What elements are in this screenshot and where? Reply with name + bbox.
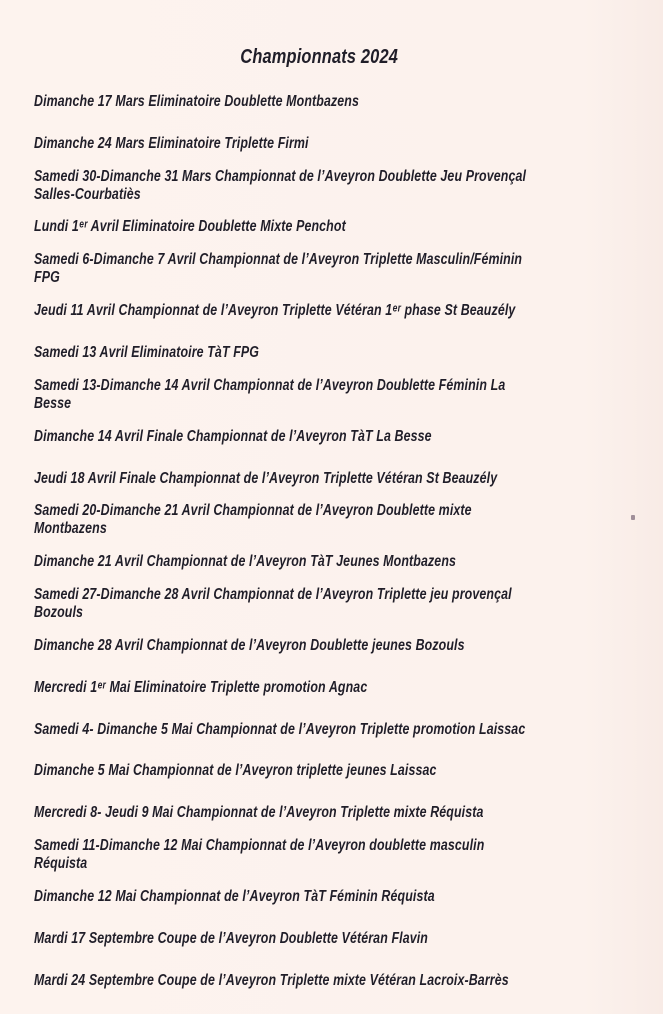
event-line [34, 374, 659, 416]
event-line-text: Samedi 6-Dimanche 7 Avril Championnat de l’Aveyron Triplette Masculin/Féminin FPG [34, 251, 526, 287]
event-line [34, 541, 659, 583]
ink-speck [631, 515, 635, 520]
event-line-text: Jeudi 11 Avril Championnat de l’Aveyron Triplette Vétéran 1ᵉʳ phase St Beauzély [34, 302, 516, 320]
event-line [34, 667, 659, 709]
event-list [34, 81, 659, 1002]
event-line-text: Jeudi 18 Avril Finale Championnat de l’Aveyron Triplette Vétéran St Beauzély [34, 469, 498, 487]
event-line-text: Dimanche 14 Avril Finale Championnat de l’Aveyron TàT La Besse [34, 427, 432, 445]
event-line-text: Samedi 13-Dimanche 14 Avril Championnat de l’Aveyron Doublette Féminin La Besse [34, 376, 509, 412]
event-line [34, 248, 659, 290]
event-line-text: Mercredi 8- Jeudi 9 Mai Championnat de l’Aveyron Triplette mixte Réquista [34, 804, 484, 822]
event-line-text: Dimanche 12 Mai Championnat de l’Aveyron TàT Féminin Réquista [34, 887, 435, 905]
event-line-text: Dimanche 24 Mars Eliminatoire Triplette Firmi [34, 134, 309, 152]
event-line [34, 290, 659, 332]
event-line [34, 123, 659, 165]
event-line [34, 960, 659, 1002]
event-line [34, 709, 659, 751]
event-line [34, 834, 659, 876]
event-line-text: Mardi 24 Septembre Coupe de l’Aveyron Triplette mixte Vétéran Lacroix-Barrès [34, 971, 509, 989]
event-line [34, 876, 659, 918]
event-line [34, 918, 659, 960]
event-line [34, 751, 659, 793]
event-line-text: Dimanche 28 Avril Championnat de l’Aveyron Doublette jeunes Bozouls [34, 636, 465, 654]
event-line [34, 625, 659, 667]
event-line-text: Dimanche 17 Mars Eliminatoire Doublette Montbazens [34, 92, 360, 110]
event-line [34, 792, 659, 834]
event-line [34, 416, 659, 458]
event-line-text: Mardi 17 Septembre Coupe de l’Aveyron Doublette Vétéran Flavin [34, 929, 429, 947]
event-line [34, 499, 659, 541]
event-line [34, 81, 659, 123]
event-line [34, 207, 659, 249]
event-line-text: Dimanche 21 Avril Championnat de l’Aveyron TàT Jeunes Montbazens [34, 553, 457, 571]
event-line [34, 332, 659, 374]
document-title [0, 46, 651, 69]
event-line [34, 583, 659, 625]
event-line-text: Samedi 30-Dimanche 31 Mars Championnat de l’Aveyron Doublette Jeu Provençal Salles-Courbatiès [34, 167, 537, 203]
event-line-text: Dimanche 5 Mai Championnat de l’Aveyron triplette jeunes Laissac [34, 762, 437, 780]
event-line [34, 458, 659, 500]
event-line-text: Mercredi 1ᵉʳ Mai Eliminatoire Triplette promotion Agnac [34, 678, 368, 696]
event-line-text: Samedi 27-Dimanche 28 Avril Championnat de l’Aveyron Triplette jeu provençal Bozouls [34, 586, 516, 622]
document-title-text: Championnats 2024 [240, 46, 399, 68]
event-line [34, 165, 659, 207]
event-line-text: Samedi 20-Dimanche 21 Avril Championnat de l’Aveyron Doublette mixte Montbazens [34, 502, 476, 538]
event-line-text: Samedi 4- Dimanche 5 Mai Championnat de l’Aveyron Triplette promotion Laissac [34, 720, 526, 738]
event-line-text: Samedi 11-Dimanche 12 Mai Championnat de l’Aveyron doublette masculin Réquista [34, 837, 488, 873]
event-line-text: Lundi 1ᵉʳ Avril Eliminatoire Doublette Mixte Penchot [34, 218, 346, 236]
event-line-text: Samedi 13 Avril Eliminatoire TàT FPG [34, 343, 260, 361]
